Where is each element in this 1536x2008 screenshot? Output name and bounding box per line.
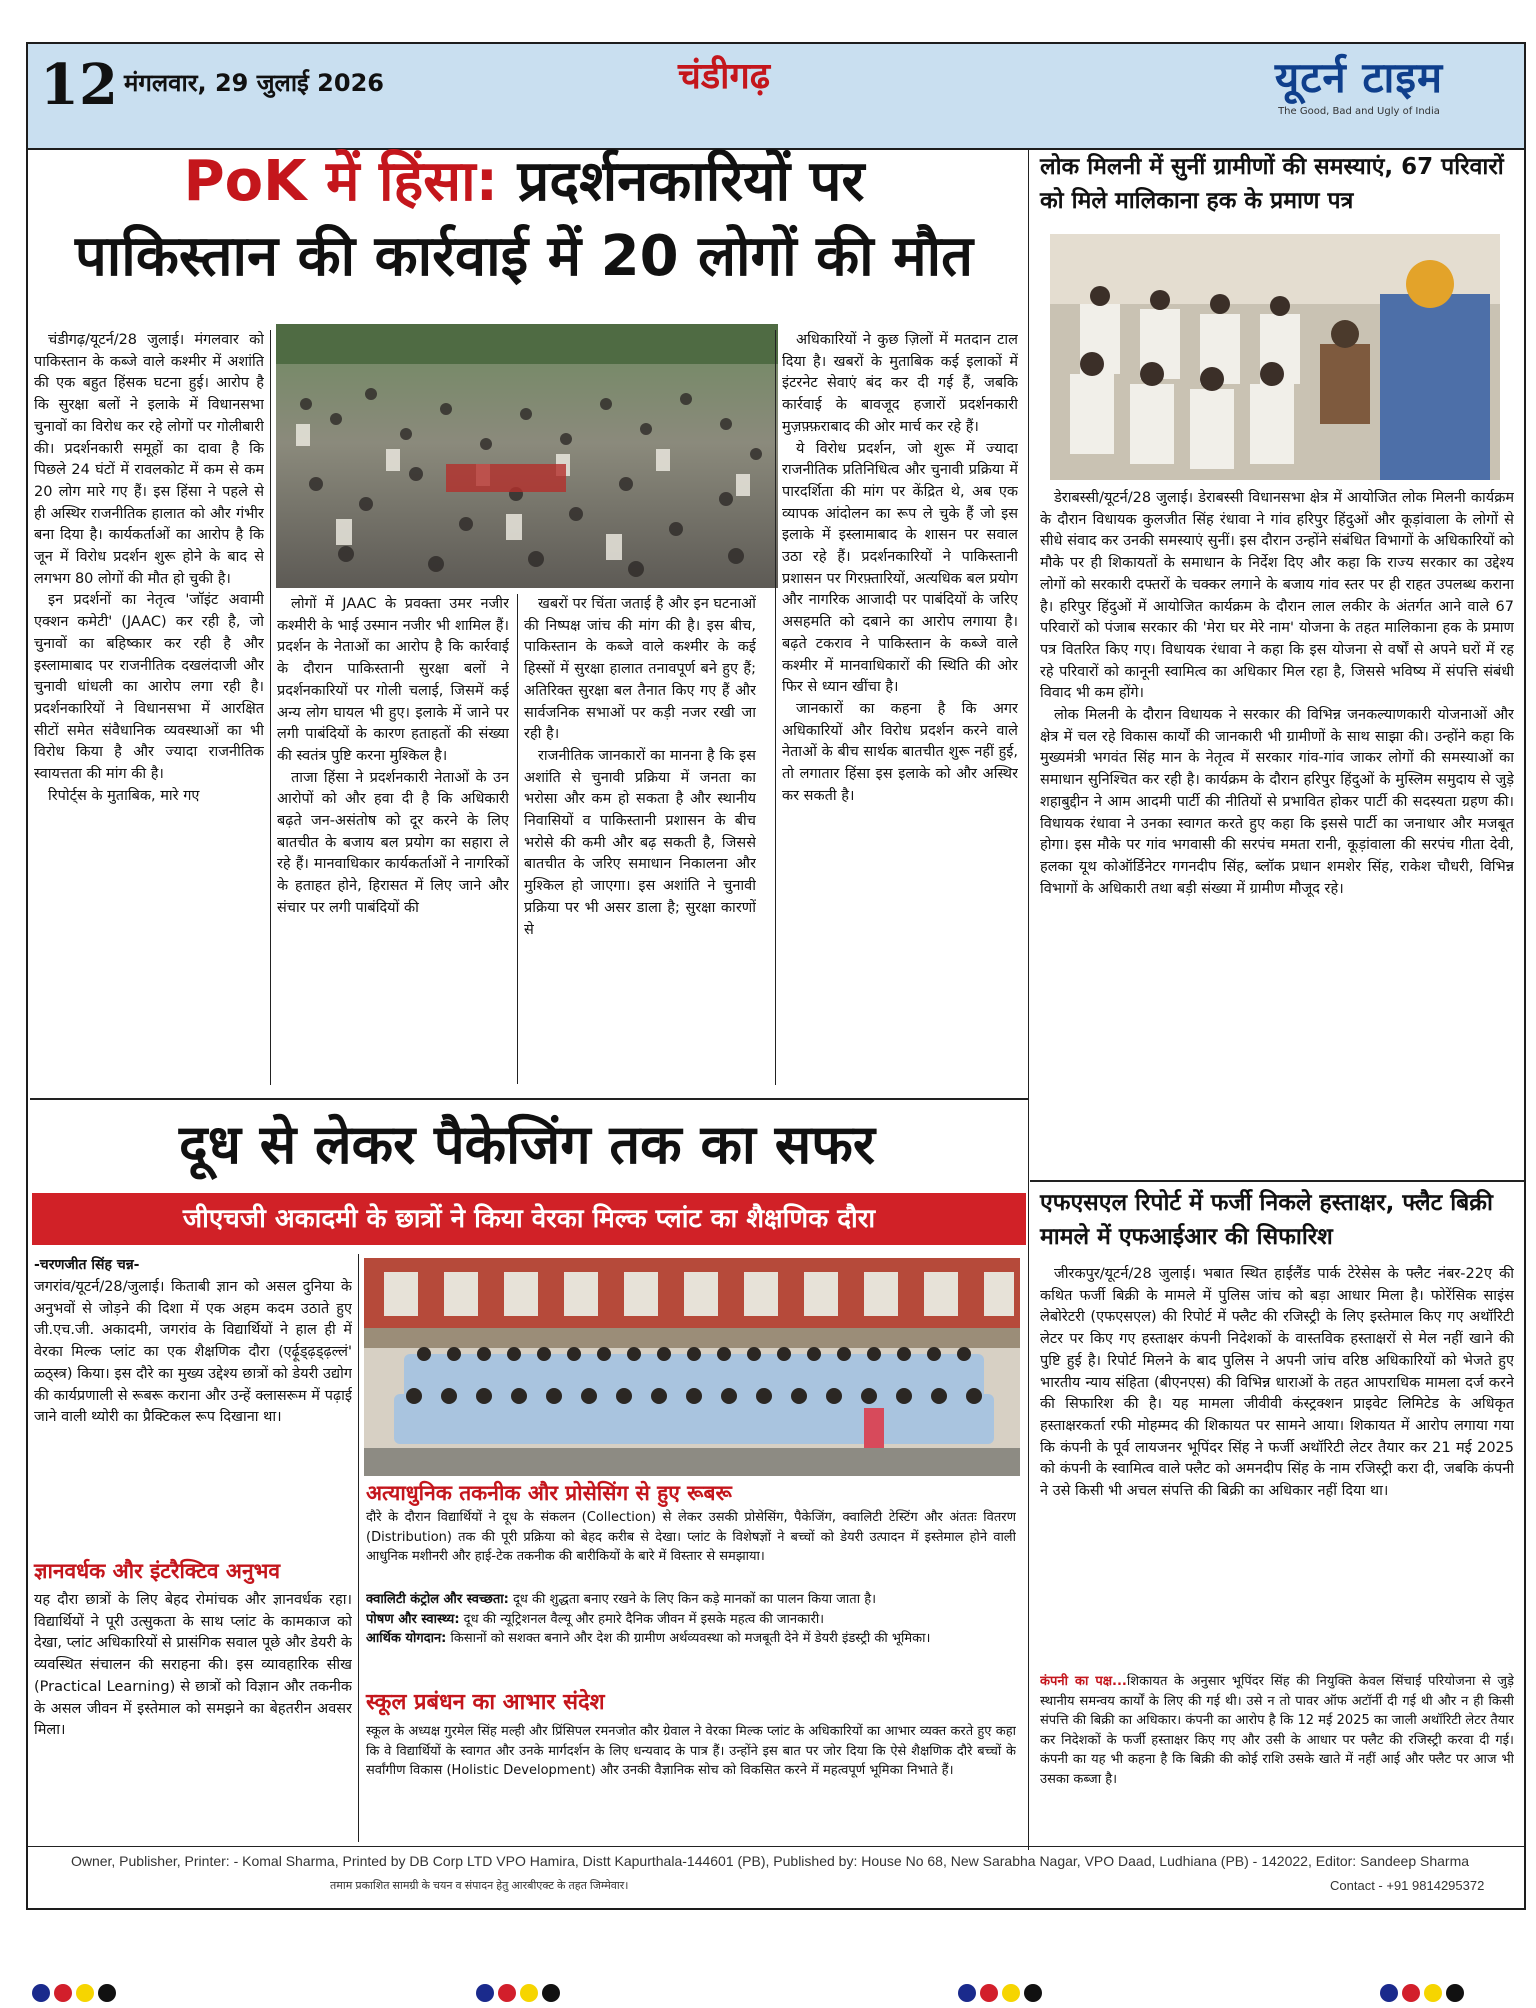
- crowd-photo: [276, 324, 778, 588]
- main-headline-line2: पाकिस्तान की कार्रवाई में 20 लोगों की मौत: [75, 224, 973, 289]
- logo-text: यूटर्न टाइम: [1274, 53, 1444, 102]
- story-paragraph: डेराबस्सी/यूटर्न/28 जुलाई। डेराबस्सी विधानसभा क्षेत्र में आयोजित लोक मिलनी कार्यक्रम के दौरान विधायक कुलजीत सिंह रंधावा ने गांव हरिपुर हिंदुओं और कूड़ांवाला के लोगों से सीधे संवाद कर उनकी समस्याएं सुनीं। इस दौरान उन्होंने संबंधित विभागों के अधिकारियों को मौके पर ही शिकायतों के समाधान के निर्देश दिए और कहा कि राज्य सरकार का उद्देश्य लोगों को सरकारी दफ्तरों के चक्कर लगाने के बजाय गांव स्तर पर ही राहत उपलब्ध कराना है। हरिपुर हिंदुओं में आयोजित कार्यक्रम के दौरान लाल लकीर के अंतर्गत आने वाले 67 परिवारों को पंजाब सरकार की 'मेरा घर मेरे नाम' योजना के तहत मालिकाना हक के प्रमाण पत्र वितरित किए गए। विधायक रंधावा ने कहा कि इस योजना से वर्षों से अपने घरों में रह रहे परिवारों को कानूनी स्वामित्व का अधिकार मिल रहा है, जिससे भविष्य में संपत्ति संबंधी विवाद भी कम होंगे।: [1040, 490, 1514, 702]
- milk-sub-heading-2: अत्याधुनिक तकनीक और प्रोसेसिंग से हुए रूबरू: [366, 1481, 732, 1505]
- story-paragraph: ये विरोध प्रदर्शन, जो शुरू में ज्यादा राजनीतिक प्रतिनिधित्व और चुनावी प्रक्रिया में पारदर्शिता की मांग पर केंद्रित थे, अब एक व्यापक आंदोलन का रूप ले चुके हैं जो इस इलाके में इस्लामाबाद के शासन पर सवाल उठा रहे हैं। प्रदर्शनकारियों ने पाकिस्तानी प्रशासन पर गिरफ़्तारियों, अत्यधिक बल प्रयोग और नागरिक आजादी पर पाबंदियों के जरिए असहमति को दबाने का आरोप लगाया है। बढ़ते टकराव ने पाकिस्तान के कब्जे वाले कश्मीर में मानवाधिकारों की स्थिति की ओर फिर से ध्यान खींचा है।: [782, 440, 1018, 696]
- bullet-label: आर्थिक योगदान:: [366, 1631, 447, 1647]
- bullet-label: पोषण और स्वास्थ्य:: [366, 1611, 460, 1627]
- section-divider: [30, 1098, 1028, 1100]
- story-paragraph: जानकारों का कहना है कि अगर अधिकारियों और विरोध प्रदर्शन करने वाले नेताओं के बीच सार्थक बातचीत शुरू नहीं हुई, तो लगातार हिंसा इस इलाके को और अस्थिर कर सकती है।: [782, 700, 1018, 804]
- right-story1-body: [1040, 488, 1514, 1178]
- column-rule: [270, 330, 271, 1085]
- right-story2-headline: एफएसएल रिपोर्ट में फर्जी निकले हस्ताक्षर, फ्लैट बिक्री मामले में एफआईआर की सिफारिश: [1040, 1190, 1493, 1250]
- issue-date: मंगलवार, 29 जुलाई 2026: [124, 69, 384, 97]
- story-paragraph: ताजा हिंसा ने प्रदर्शनकारी नेताओं के उन आरोपों को और हवा दी है कि अधिकारी बढ़ते जन-असंतोष को दूर करने के लिए बातचीत के बजाय बल प्रयोग का सहारा ले रहे हैं। मानवाधिकार कार्यकर्ताओं ने नागरिकों के हताहत होने, हिरासत में लिए जाने और संचार पर लगी पाबंदियों की: [277, 769, 509, 916]
- company-side-box: [1040, 1672, 1514, 1842]
- story-paragraph: लोगों में JAAC के प्रवक्ता उमर नजीर कश्मीरी के भाई उस्मान नजीर भी शामिल हैं। प्रदर्शन के नेताओं का आरोप है कि कार्रवाई के दौरान पाकिस्तानी सुरक्षा बलों ने प्रदर्शनकारियों पर गोली चलाई, जिसमें कई अन्य लोग घायल भी हुए। इलाके में जाने पर लगी पाबंदियों के कारण हताहतों की संख्या की स्वतंत्र पुष्टि करना मुश्किल है।: [277, 596, 509, 764]
- company-side-label: कंपनी का पक्ष...: [1040, 1674, 1127, 1689]
- story-paragraph: चंडीगढ़/यूटर्न/28 जुलाई। मंगलवार को पाकिस्तान के कब्जे वाले कश्मीर में अशांति की एक बहुत हिंसक घटना हुई। आरोप है कि सुरक्षा बलों ने इलाके में विधानसभा चुनावों का विरोध कर रहे लोगों पर गोलीबारी की। प्रदर्शनकारी समूहों का दावा है कि पिछले 24 घंटों में रावलकोट में कम से कम 20 लोग मारे गए हैं। इस हिंसा ने पहले से ही अस्थिर राजनीतिक हालात को और गंभीर बना दिया है। कार्यकर्ताओं का आरोप है कि जून में विरोध प्रदर्शन शुरू होने के बाद से लगभग 80 लोगों की मौत हो चुकी है।: [34, 332, 264, 587]
- story-paragraph: लोक मिलनी के दौरान विधायक ने सरकार की विभिन्न जनकल्याणकारी योजनाओं और क्षेत्र में चल रहे विकास कार्यों की जानकारी भी ग्रामीणों के साथ साझा की। उन्होंने कहा कि मुख्यमंत्री भगवंत सिंह मान के नेतृत्व में सरकार गांव-गांव जाकर लोगों की समस्याओं का समाधान सुनिश्चित कर रही है। कार्यक्रम के दौरान हरिपुर हिंदुओं के मुस्लिम समुदाय से जुड़े शहाबुद्दीन ने आम आदमी पार्टी की नीतियों से प्रभावित होकर पार्टी की सदस्यता ग्रहण की। विधायक रंधावा ने उनका स्वागत करते हुए कहा कि इससे पार्टी का जनाधार और मजबूत होगा। इस मौके पर गांव भगवासी की सरपंच ममता रानी, कूड़ांवाला की सरपंच गीता देवी, हलका यूथ कोऑर्डिनेटर गगनदीप सिंह, ब्लॉक प्रधान शमशेर सिंह, राकेश चौधरी, विभिन्न विभागों के अधिकारी तथा बड़ी संख्या में ग्रामीण मौजूद रहे।: [1040, 707, 1514, 897]
- story-paragraph: रिपोर्ट्स के मुताबिक, मारे गए: [48, 787, 200, 804]
- milk-section-headline: दूध से लेकर पैकेजिंग तक का सफर: [179, 1113, 875, 1176]
- headline-red-part: PoK में हिंसा:: [183, 149, 498, 214]
- footer-imprint: Owner, Publisher, Printer: - Komal Sharma, Printed by DB Corp LTD VPO Hamira, Distt Kapurthala-144601 (PB), Published by: House No 68, New Sarabha Nagar, VPO Daad, Ludhiana (PB) - 142022, Editor: Sandeep Sharma: [70, 1853, 1470, 1869]
- main-story-col4: [782, 330, 1018, 1085]
- right-divider: [1030, 1180, 1524, 1182]
- lok-milni-photo: [1050, 234, 1500, 480]
- story-paragraph: खबरों पर चिंता जताई है और इन घटनाओं की निष्पक्ष जांच की मांग की है। इस बीच, पाकिस्तान के कब्जे वाले कश्मीर के कई हिस्सों में सुरक्षा हालात तनावपूर्ण बने हुए हैं; अतिरिक्त सुरक्षा बल तैनात किए गए हैं और सार्वजनिक सभाओं पर कड़ी नजर रखी जा रही है।: [524, 596, 756, 743]
- footer-note: तमाम प्रकाशित सामग्री के चयन व संपादन हेतु आरबीएक्ट के तहत जिम्मेवार।: [330, 1880, 629, 1892]
- students-group-photo: [364, 1258, 1020, 1476]
- bullet-text: किसानों को सशक्त बनाने और देश की ग्रामीण अर्थव्यवस्था को मजबूती देने में डेयरी इंडस्ट्री की भूमिका।: [446, 1631, 931, 1647]
- logo-tagline: The Good, Bad and Ugly of India: [1278, 106, 1440, 117]
- company-side-text: शिकायत के अनुसार भूपिंदर सिंह की नियुक्ति केवल सिंचाई परियोजना से जुड़े स्थानीय समन्वय कार्यों के लिए की गई थी। उसे न तो पावर ऑफ अटॉर्नी दी गई थी और न ही किसी संपत्ति की बिक्री का अधिकार। कंपनी का आरोप है कि 12 मई 2025 का जाली अथॉरिटी लेटर तैयार कर निदेशकों के फर्जी हस्ताक्षर किए गए और उसी के आधार पर फ्लैट की रजिस्ट्री करवा दी गई। कंपनी का यह भी कहना है कि बिक्री की कोई राशि उसके खाते में नहीं आई और फ्लैट पर आज भी उसका कब्जा है।: [1040, 1674, 1514, 1787]
- bullet-item: [366, 1629, 1016, 1649]
- story-paragraph: अधिकारियों ने कुछ ज़िलों में मतदान टाल दिया है। खबरों के मुताबिक कई इलाकों में इंटरनेट सेवाएं बंद कर दी गई हैं, जबकि कार्रवाई के बावजूद हजारों प्रदर्शनकारी मुज़फ़्फ़राबाद की ओर मार्च कर रहे हैं।: [782, 332, 1018, 435]
- bullet-item: [366, 1610, 1016, 1630]
- headline-black-part: प्रदर्शनकारियों पर: [498, 149, 865, 214]
- main-story-col3: [524, 594, 756, 1084]
- registration-mark: [476, 1984, 560, 2002]
- column-rule: [775, 330, 776, 1085]
- edition-city: चंडीगढ़: [678, 56, 770, 97]
- milk-sub-heading-1: ज्ञानवर्धक और इंटरैक्टिव अनुभव: [34, 1559, 281, 1583]
- column-divider: [1028, 150, 1029, 1850]
- story-paragraph: इन प्रदर्शनों का नेतृत्व 'जॉइंट अवामी एक्शन कमेटी' (JAAC) कर रही है, जो चुनावों का बहिष्कार कर रही है और इस्लामाबाद पर राजनीतिक दखलंदाजी और चुनावी धांधली का आरोप लगा रही है। प्रदर्शनकारियों ने विधानसभा में आरक्षित सीटों समेत संवैधानिक व्यवस्थाओं का भी विरोध किया है और ज्यादा राजनीतिक स्वायत्तता की मांग की है।: [34, 592, 264, 783]
- right-story1-headline: लोक मिलनी में सुनीं ग्रामीणों की समस्याएं, 67 परिवारों को मिले मालिकाना हक के प्रमाण पत्र: [1040, 154, 1504, 214]
- registration-mark: [1380, 1984, 1464, 2002]
- milk-bullets: [366, 1590, 1016, 1668]
- column-rule: [517, 594, 518, 1084]
- masthead-logo: [1220, 50, 1498, 136]
- bullet-label: क्वालिटी कंट्रोल और स्वच्छता:: [366, 1592, 509, 1607]
- main-story-col1: [34, 330, 264, 1085]
- bullet-text: दूध की शुद्धता बनाए रखने के लिए किन कड़े मानकों का पालन किया जाता है।: [508, 1592, 877, 1607]
- milk-intro: जगरांव/यूटर्न/28/जुलाई। किताबी ज्ञान को असल दुनिया के अनुभवों से जोड़ने की दिशा में एक अहम कदम उठाते हुए जी.एच.जी. अकादमी, जगरांव के विद्यार्थियों ने हाल ही में वेरका मिल्क प्लांट का एक शैक्षणिक दौरा (एर्ढ़ूड्ढ़ड्ढ़ल्लं' ळ्ठ्स्त्र) किया। इस दौरे का मुख्य उद्देश्य छात्रों को डेयरी उद्योग की कार्यप्रणाली से रूबरू कराना और उन्हें क्लासरूम में पढ़ाई जाने वाली थ्योरी का प्रैक्टिकल रूप दिखाना था।: [34, 1279, 352, 1426]
- registration-mark: [32, 1984, 116, 2002]
- milk-sub3-text: स्कूल के अध्यक्ष गुरमेल सिंह मल्ही और प्रिंसिपल रमनजोत कौर ग्रेवाल ने वेरका मिल्क प्लांट के अधिकारियों का आभार व्यक्त करते हुए कहा कि वे विद्यार्थियों के स्वागत और उनके मार्गदर्शन के लिए धन्यवाद के पात्र हैं। उन्होंने इस बात पर जोर दिया कि ऐसे शैक्षणिक दौरे बच्चों के सर्वांगीण विकास (Holistic Development) और उनकी वैज्ञानिक सोच को विकसित करने में महत्वपूर्ण भूमिका निभाते हैं।: [366, 1724, 1016, 1779]
- milk-sub2-text: दौरे के दौरान विद्यार्थियों ने दूध के संकलन (Collection) से लेकर उसकी प्रोसेसिंग, पैकेजिंग, क्वालिटी टेस्टिंग और अंततः वितरण (Distribution) तक की पूरी प्रक्रिया को बेहद करीब से देखा। प्लांट के विशेषज्ञों ने बच्चों को डेयरी उत्पादन में इस्तेमाल होने वाली आधुनिक मशीनरी और हाई-टेक तकनीक की बारीकियों के बारे में विस्तार से समझाया।: [366, 1510, 1016, 1565]
- milk-sub-heading-3: स्कूल प्रबंधन का आभार संदेश: [366, 1690, 605, 1715]
- column-rule: [358, 1254, 359, 1842]
- milk-sub1-text: यह दौरा छात्रों के लिए बेहद रोमांचक और ज्ञानवर्धक रहा। विद्यार्थियों ने पूरी उत्सुकता के साथ प्लांट के कामकाज को देखा, प्लांट अधिकारियों से प्रासंगिक सवाल पूछे और डेयरी के व्यवस्थित संचालन की सराहना की। इस व्यावहारिक सीख (Practical Learning) से छात्रों को विज्ञान और तकनीक के असल जीवन में इस्तेमाल को समझने का बेहतरीन अवसर मिला।: [34, 1592, 352, 1739]
- right-story2-body: [1040, 1264, 1514, 1668]
- footer-divider: [28, 1846, 1524, 1847]
- bullet-text: दूध की न्यूट्रिशनल वैल्यू और हमारे दैनिक जीवन में इसके महत्व की जानकारी।: [459, 1611, 825, 1627]
- bullet-item: [366, 1590, 1016, 1610]
- story-paragraph: राजनीतिक जानकारों का मानना है कि इस अशांति से चुनावी प्रक्रिया में जनता का भरोसा और कम हो सकता है और स्थानीय निवासियों व पाकिस्तानी प्रशासन के बीच भरोसे की कमी और बढ़ सकती है, जिससे बातचीत के जरिए समाधान निकालना और मुश्किल हो जाएगा। इस अशांति ने चुनावी प्रक्रिया पर भी असर डाला है; सुरक्षा कारणों से: [524, 747, 756, 938]
- main-story-col2: [277, 594, 509, 1084]
- page-number: 12: [40, 52, 118, 118]
- milk-red-banner: जीएचजी अकादमी के छात्रों ने किया वेरका मिल्क प्लांट का शैक्षणिक दौरा: [32, 1193, 1026, 1245]
- registration-mark: [958, 1984, 1042, 2002]
- milk-byline: -चरणजीत सिंह चन्न-: [34, 1257, 140, 1273]
- footer-contact: Contact - +91 9814295372: [1330, 1878, 1485, 1893]
- story-paragraph: जीरकपुर/यूटर्न/28 जुलाई। भबात स्थित हाईलैंड पार्क टेरेसेस के फ्लैट नंबर-22ए की कथित फर्जी बिक्री के मामले में पुलिस जांच को बड़ा आधार मिला है। फोरेंसिक साइंस लेबोरेटरी (एफएसएल) की रिपोर्ट में फ्लैट की रजिस्ट्री के लिए इस्तेमाल किए गए अथॉरिटी लेटर पर किए गए हस्ताक्षर कंपनी निदेशकों के वास्तविक हस्ताक्षरों से मेल नहीं खाने की पुष्टि हुई है। रिपोर्ट मिलने के बाद पुलिस ने अपनी जांच वरिष्ठ अधिकारियों को भेजते हुए भारतीय न्याय संहिता (बीएनएस) की विभिन्न धाराओं के तहत आपराधिक मामला दर्ज करने की सिफारिश की है। यह मामला जीवीवी कंस्ट्रक्शन प्राइवेट लिमिटेड के अधिकृत हस्ताक्षरकर्ता रफी मोहम्मद की शिकायत पर सामने आया। शिकायत में आरोप लगाया गया कि कंपनी के पूर्व लायजनर भूपिंदर सिंह ने फर्जी अथॉरिटी लेटर तैयार कर 21 मई 2025 को कंपनी के स्वामित्व वाले फ्लैट को अमनदीप सिंह के नाम रजिस्ट्री करा दी, जबकि कंपनी ने उसे किसी भी अचल संपत्ति की बिक्री का अधिकार नहीं दिया था।: [1040, 1266, 1514, 1500]
- main-headline-line1: [34, 146, 1014, 218]
